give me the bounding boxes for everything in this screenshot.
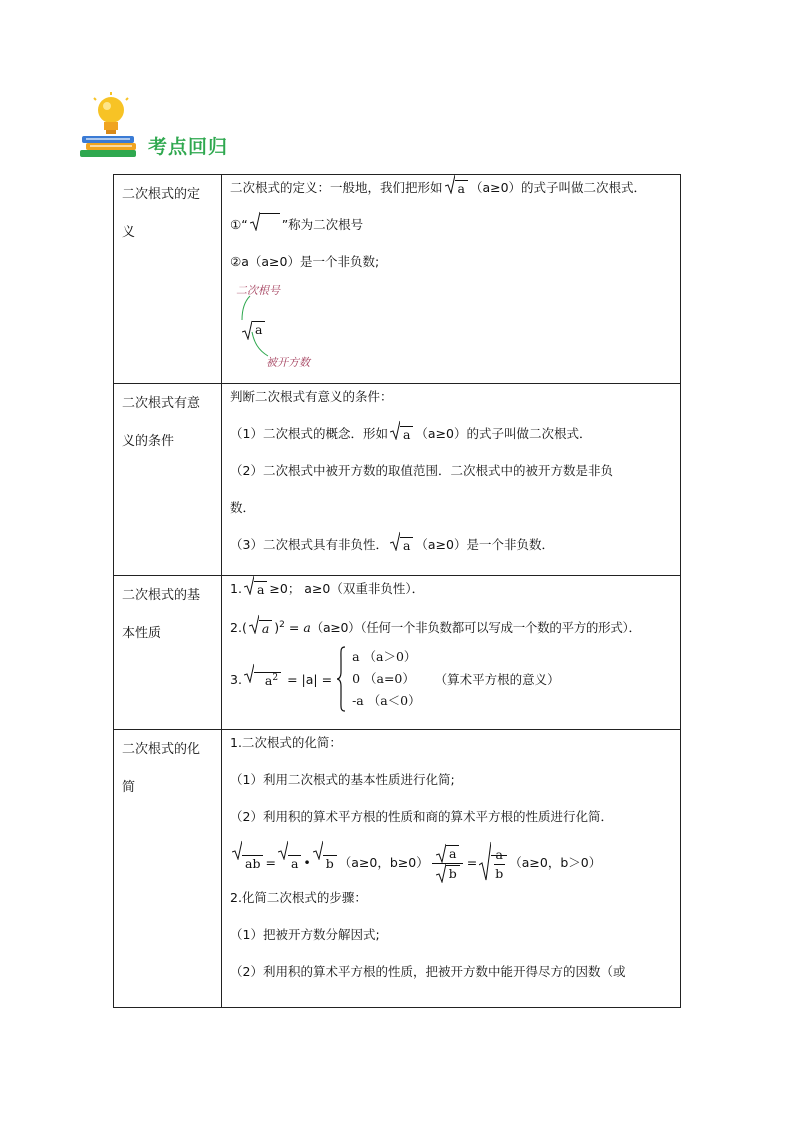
sqrt-expression: a bbox=[390, 422, 413, 447]
table-row bbox=[114, 384, 681, 576]
knowledge-table bbox=[113, 174, 681, 1008]
simplify-step: （2）利用积的算术平方根的性质，把被开方数中能开得尽方的因数（或 bbox=[230, 964, 626, 979]
simplify-item: （1）利用二次根式的基本性质进行化简; bbox=[230, 772, 455, 787]
sqrt-expression: $a^2$ bbox=[244, 665, 281, 692]
sqrt-fraction: $\frac{a}{b}$ bbox=[479, 842, 507, 886]
sqrt-expression: a bbox=[244, 577, 267, 602]
property-3: 3. $a^2$ = |a| = a （a＞0） 0 （a=0） -a （a＜0） （算术平方根的意义） bbox=[230, 646, 672, 712]
sqrt-icon bbox=[445, 174, 455, 194]
sqrt-icon bbox=[278, 840, 288, 860]
sqrt-icon bbox=[242, 320, 252, 340]
sqrt-icon bbox=[232, 840, 242, 860]
sqrt-expression: ab bbox=[232, 842, 263, 886]
diagram-label-radical: 二次根号 bbox=[236, 284, 280, 297]
condition-item: （1）二次根式的概念．形如 a （a≥0）的式子叫做二次根式． bbox=[230, 421, 672, 458]
row-name-line: 二次根式有意 bbox=[122, 396, 201, 411]
row-name-line: 二次根式的基 bbox=[122, 588, 201, 603]
radical-sign-line: ①“ ”称为二次根号 bbox=[230, 212, 672, 249]
sqrt-icon bbox=[436, 843, 446, 863]
sqrt-icon bbox=[249, 614, 259, 634]
simplify-title: 1.二次根式的化简： bbox=[230, 735, 342, 750]
diagram-label-radicand: 被开方数 bbox=[266, 356, 310, 369]
lightbulb-books-icon bbox=[78, 92, 144, 162]
nonnegative-line: ②a（a≥0）是一个非负数; bbox=[230, 254, 380, 269]
sqrt-icon bbox=[244, 575, 254, 595]
condition-item-cont: 数． bbox=[230, 500, 256, 515]
condition-title: 判断二次根式有意义的条件： bbox=[230, 389, 393, 404]
table-row bbox=[114, 730, 681, 1008]
fraction: $\frac{a}{b}$ bbox=[432, 845, 464, 883]
row-name-line: 义 bbox=[122, 225, 136, 240]
sqrt-icon bbox=[250, 211, 260, 231]
diagram-sqrt: a bbox=[242, 322, 265, 337]
sqrt-icon bbox=[436, 863, 446, 883]
sqrt-expression: a bbox=[249, 616, 272, 641]
row-name-line: 二次根式的定 bbox=[122, 187, 201, 202]
sqrt-expression: b bbox=[313, 842, 337, 886]
definition-line: 二次根式的定义：一般地，我们把形如 a （a≥0）的式子叫做二次根式． bbox=[230, 175, 672, 212]
row-name-line: 简 bbox=[122, 780, 136, 795]
piecewise-cases: a （a＞0） 0 （a=0） -a （a＜0） bbox=[352, 649, 421, 708]
row-name-line: 本性质 bbox=[122, 626, 162, 641]
page-title: 考点回归 bbox=[148, 136, 229, 158]
simplify-step: （1）把被开方数分解因式; bbox=[230, 927, 380, 942]
table-row bbox=[114, 175, 681, 384]
brace-icon bbox=[336, 646, 346, 712]
sqrt-icon bbox=[244, 663, 254, 683]
sqrt-icon bbox=[479, 841, 491, 881]
simplify-formula: ab = a • b （a≥0，b≥0） $\frac{a}{b}$ = $\frac{a}{b}$ （a≥0，b＞0） bbox=[230, 841, 672, 885]
property-2: 2.( a )$^2$ = a（a≥0）（任何一个非负数都可以写成一个数的平方的形式）． bbox=[230, 613, 672, 650]
sqrt-icon bbox=[390, 420, 400, 440]
radical-diagram bbox=[230, 282, 672, 377]
condition-item: （2）二次根式中被开方数的取值范围．二次根式中的被开方数是非负 bbox=[230, 463, 613, 478]
property-1: 1. a ≥0； a≥0（双重非负性）． bbox=[230, 576, 672, 613]
row-name-line: 义的条件 bbox=[122, 434, 175, 449]
sqrt-sign bbox=[250, 213, 280, 239]
sqrt-expression: a bbox=[390, 533, 413, 558]
section-header bbox=[78, 92, 378, 162]
simplify-item: （2）利用积的算术平方根的性质和商的算术平方根的性质进行化简． bbox=[230, 809, 613, 824]
sqrt-icon bbox=[390, 531, 400, 551]
sqrt-expression: a bbox=[445, 176, 468, 201]
sqrt-icon bbox=[313, 840, 323, 860]
table-row bbox=[114, 576, 681, 730]
sqrt-expression: a bbox=[278, 842, 301, 886]
simplify-steps-title: 2.化简二次根式的步骤： bbox=[230, 890, 367, 905]
condition-item: （3）二次根式具有非负性． a （a≥0）是一个非负数． bbox=[230, 532, 672, 569]
row-name-line: 二次根式的化 bbox=[122, 742, 201, 757]
